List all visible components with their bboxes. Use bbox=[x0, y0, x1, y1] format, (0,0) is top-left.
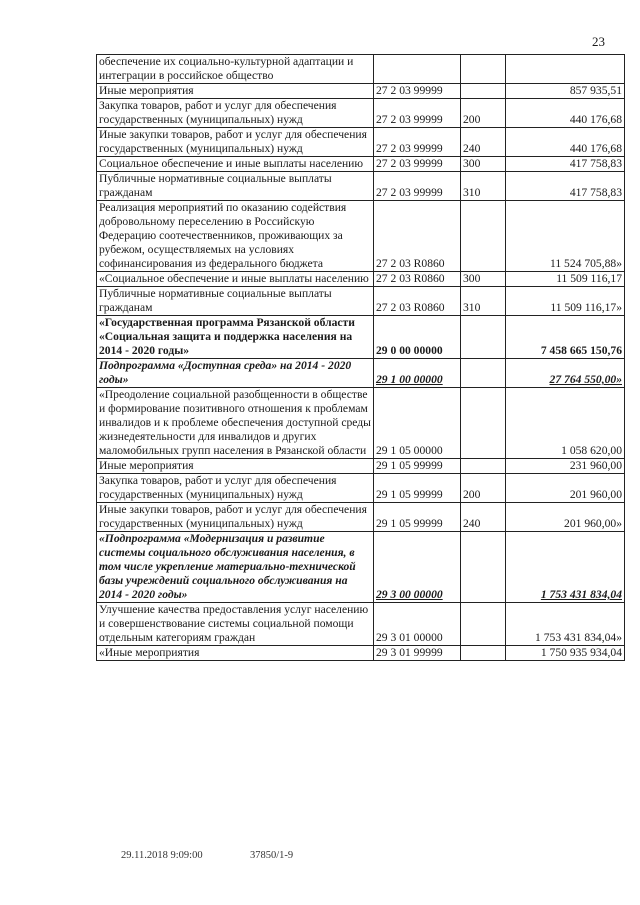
row-type: 200 bbox=[461, 474, 506, 503]
row-amount: 1 753 431 834,04» bbox=[506, 603, 625, 646]
row-type: 310 bbox=[461, 287, 506, 316]
row-amount: 201 960,00» bbox=[506, 503, 625, 532]
row-amount: 417 758,83 bbox=[506, 172, 625, 201]
row-name: Реализация мероприятий по оказанию содействия добровольному переселению в Российскую Федерацию соотечественников, проживающих за рубежом, осуществляемых на условиях софинансирования из федерального бюджета bbox=[97, 201, 374, 272]
row-name: Закупка товаров, работ и услуг для обеспечения государственных (муниципальных) нужд bbox=[97, 99, 374, 128]
subprogram-row bbox=[97, 359, 625, 388]
row-name: Закупка товаров, работ и услуг для обеспечения государственных (муниципальных) нужд bbox=[97, 474, 374, 503]
row-code: 27 2 03 99999 bbox=[374, 84, 461, 99]
table-row bbox=[97, 272, 625, 287]
row-name: Публичные нормативные социальные выплаты гражданам bbox=[97, 287, 374, 316]
row-type bbox=[461, 316, 506, 359]
table-row bbox=[97, 99, 625, 128]
row-name: обеспечение их социально-культурной адаптации и интеграции в российское общество bbox=[97, 55, 374, 84]
row-type: 300 bbox=[461, 157, 506, 172]
budget-table-body bbox=[97, 55, 625, 661]
row-type bbox=[461, 359, 506, 388]
footer-doc-code: 37850/1-9 bbox=[250, 850, 294, 861]
row-type: 200 bbox=[461, 99, 506, 128]
row-code: 27 2 03 99999 bbox=[374, 128, 461, 157]
row-name: «Государственная программа Рязанской области «Социальная защита и поддержка населения на 2014 - 2020 годы» bbox=[97, 316, 374, 359]
row-amount: 11 509 116,17 bbox=[506, 272, 625, 287]
row-name: Публичные нормативные социальные выплаты гражданам bbox=[97, 172, 374, 201]
row-type: 240 bbox=[461, 503, 506, 532]
row-name: Улучшение качества предоставления услуг населению и совершенствование системы социальной помощи отдельным категориям граждан bbox=[97, 603, 374, 646]
row-code: 29 1 05 99999 bbox=[374, 459, 461, 474]
table-row bbox=[97, 388, 625, 459]
row-name: Социальное обеспечение и иные выплаты населению bbox=[97, 157, 374, 172]
row-name: Иные закупки товаров, работ и услуг для обеспечения государственных (муниципальных) нужд bbox=[97, 128, 374, 157]
row-amount: 1 753 431 834,04 bbox=[506, 532, 625, 603]
row-amount: 7 458 665 150,76 bbox=[506, 316, 625, 359]
table-row bbox=[97, 459, 625, 474]
row-name: Иные мероприятия bbox=[97, 459, 374, 474]
budget-table bbox=[96, 54, 625, 661]
row-amount bbox=[506, 55, 625, 84]
row-code: 29 1 05 99999 bbox=[374, 474, 461, 503]
row-type bbox=[461, 459, 506, 474]
table-row bbox=[97, 172, 625, 201]
row-amount: 27 764 550,00» bbox=[506, 359, 625, 388]
row-type bbox=[461, 201, 506, 272]
row-code: 29 3 01 00000 bbox=[374, 603, 461, 646]
row-amount: 231 960,00 bbox=[506, 459, 625, 474]
row-type bbox=[461, 532, 506, 603]
row-code: 27 2 03 99999 bbox=[374, 157, 461, 172]
row-code: 27 2 03 99999 bbox=[374, 99, 461, 128]
table-row bbox=[97, 603, 625, 646]
row-code: 29 1 05 00000 bbox=[374, 388, 461, 459]
row-code: 29 0 00 00000 bbox=[374, 316, 461, 359]
row-type bbox=[461, 646, 506, 661]
table-row bbox=[97, 503, 625, 532]
row-name: «Подпрограмма «Модернизация и развитие системы социального обслуживания населения, в том числе укрепление материально-технической базы учреждений социального обслуживания на 2014 - 2020 годы» bbox=[97, 532, 374, 603]
row-amount: 440 176,68 bbox=[506, 128, 625, 157]
row-type bbox=[461, 55, 506, 84]
table-row bbox=[97, 84, 625, 99]
row-type: 300 bbox=[461, 272, 506, 287]
row-amount: 201 960,00 bbox=[506, 474, 625, 503]
row-code: 27 2 03 R0860 bbox=[374, 201, 461, 272]
row-type: 310 bbox=[461, 172, 506, 201]
row-amount: 440 176,68 bbox=[506, 99, 625, 128]
row-code: 27 2 03 R0860 bbox=[374, 287, 461, 316]
row-name: Иные мероприятия bbox=[97, 84, 374, 99]
row-code: 27 2 03 99999 bbox=[374, 172, 461, 201]
row-type bbox=[461, 388, 506, 459]
footer-datetime: 29.11.2018 9:09:00 bbox=[121, 850, 203, 861]
row-type bbox=[461, 603, 506, 646]
table-row bbox=[97, 646, 625, 661]
row-code bbox=[374, 55, 461, 84]
row-amount: 417 758,83 bbox=[506, 157, 625, 172]
row-code: 29 1 05 99999 bbox=[374, 503, 461, 532]
row-code: 29 3 00 00000 bbox=[374, 532, 461, 603]
table-row bbox=[97, 201, 625, 272]
row-name: «Преодоление социальной разобщенности в обществе и формирование позитивного отношения к проблемам инвалидов и к проблеме обеспечения доступной среды жизнедеятельности для инвалидов и других маломобильных групп населения в Рязанской области bbox=[97, 388, 374, 459]
subprogram-row bbox=[97, 532, 625, 603]
row-amount: 1 750 935 934,04 bbox=[506, 646, 625, 661]
table-row bbox=[97, 128, 625, 157]
row-amount: 1 058 620,00 bbox=[506, 388, 625, 459]
row-code: 29 3 01 99999 bbox=[374, 646, 461, 661]
table-row bbox=[97, 287, 625, 316]
row-amount: 857 935,51 bbox=[506, 84, 625, 99]
row-name: «Социальное обеспечение и иные выплаты населению bbox=[97, 272, 374, 287]
row-code: 29 1 00 00000 bbox=[374, 359, 461, 388]
row-name: Иные закупки товаров, работ и услуг для обеспечения государственных (муниципальных) нужд bbox=[97, 503, 374, 532]
row-amount: 11 509 116,17» bbox=[506, 287, 625, 316]
program-row bbox=[97, 316, 625, 359]
row-code: 27 2 03 R0860 bbox=[374, 272, 461, 287]
row-type bbox=[461, 84, 506, 99]
row-amount: 11 524 705,88» bbox=[506, 201, 625, 272]
page-number: 23 bbox=[592, 34, 605, 49]
table-row bbox=[97, 474, 625, 503]
table-row bbox=[97, 55, 625, 84]
row-name: Подпрограмма «Доступная среда» на 2014 - 2020 годы» bbox=[97, 359, 374, 388]
row-type: 240 bbox=[461, 128, 506, 157]
row-name: «Иные мероприятия bbox=[97, 646, 374, 661]
table-row bbox=[97, 157, 625, 172]
